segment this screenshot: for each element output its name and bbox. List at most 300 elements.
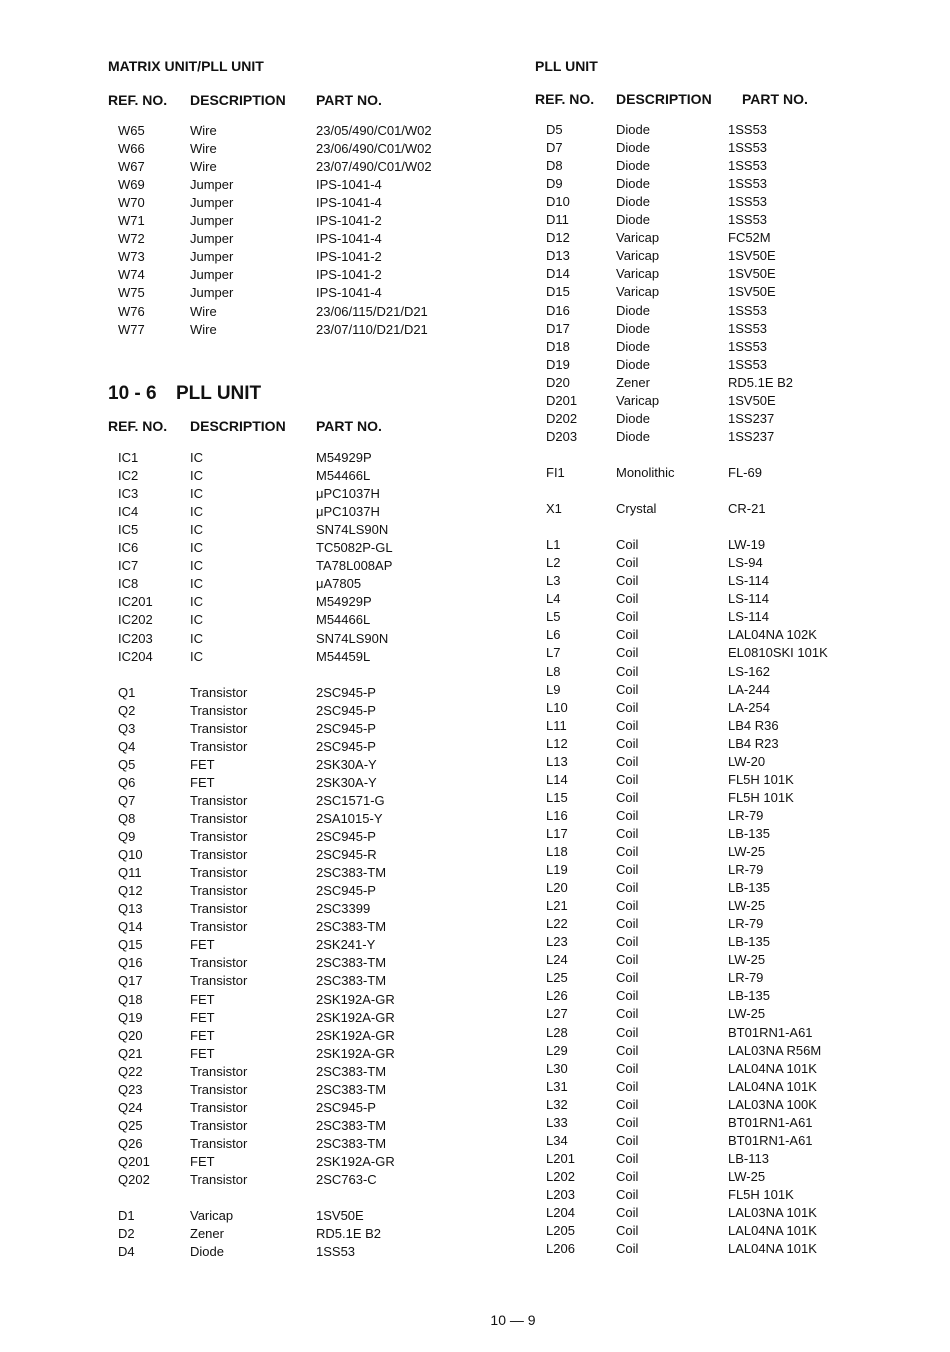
- description-cell: Zener: [616, 374, 650, 390]
- ref-no-cell: Q18: [118, 991, 143, 1007]
- description-cell: Transistor: [190, 1081, 248, 1097]
- ref-no-cell: Q19: [118, 1009, 143, 1025]
- description-cell: Coil: [616, 1060, 639, 1076]
- description-cell: Transistor: [190, 847, 248, 863]
- ref-no-cell: W65: [118, 123, 145, 138]
- ref-no-cell: D17: [546, 320, 570, 336]
- description-cell: Varicap: [616, 266, 660, 282]
- ref-no-cell: W75: [118, 285, 145, 301]
- part-no-cell: 1SV50E: [728, 284, 776, 300]
- ref-no-cell: Q11: [118, 865, 142, 881]
- ref-no-cell: Q4: [118, 738, 136, 754]
- description-cell: Diode: [616, 176, 650, 192]
- description-cell: Coil: [616, 645, 639, 661]
- ref-no-cell: L5: [546, 609, 561, 625]
- description-cell: Wire: [190, 321, 217, 337]
- part-no-cell: 23/05/490/C01/W02: [316, 123, 432, 138]
- description-cell: Transistor: [190, 738, 248, 754]
- description-cell: Transistor: [190, 684, 248, 700]
- ref-no-cell: Q10: [118, 847, 143, 863]
- part-no-cell: 2SC945-R: [316, 847, 377, 863]
- matrix-unit-title: MATRIX UNIT/PLL UNIT: [108, 58, 264, 74]
- description-cell: Coil: [616, 699, 639, 715]
- description-cell: Coil: [616, 771, 639, 787]
- part-no-cell: LB4 R36: [728, 717, 779, 733]
- part-no-cell: IPS-1041-2: [316, 213, 382, 229]
- part-no-cell: 2SK192A-GR: [316, 1045, 395, 1061]
- ref-no-cell: L19: [546, 862, 568, 878]
- ref-no-cell: D1: [118, 1208, 135, 1224]
- part-no-cell: LAL04NA 101K: [728, 1241, 817, 1257]
- part-no-cell: 1SV50E: [728, 392, 776, 408]
- part-no-cell: 2SC383-TM: [316, 919, 387, 935]
- ref-no-cell: IC201: [118, 594, 153, 610]
- part-no-cell: LW-25: [728, 1168, 766, 1184]
- ref-no-cell: L205: [546, 1223, 575, 1239]
- ref-no-cell: L13: [546, 753, 568, 769]
- description-cell: Coil: [616, 916, 639, 932]
- description-cell: FET: [190, 1009, 215, 1025]
- ref-no-cell: D203: [546, 428, 578, 444]
- ref-no-cell: W74: [118, 267, 145, 283]
- ref-no-cell: L201: [546, 1150, 575, 1166]
- description-cell: Diode: [616, 158, 650, 174]
- description-cell: Transistor: [190, 1117, 248, 1133]
- description-cell: Jumper: [190, 267, 234, 283]
- part-no-cell: 1SS53: [728, 302, 768, 318]
- description-cell: IC: [190, 576, 203, 592]
- ref-no-cell: Q9: [118, 829, 136, 845]
- part-no-cell: 1SS53: [728, 356, 768, 372]
- part-no-cell: CR-21: [728, 501, 766, 517]
- description-cell: Coil: [616, 1042, 639, 1058]
- ref-no-cell: L11: [546, 717, 567, 733]
- description-cell: Diode: [616, 122, 650, 137]
- part-no-cell: 2SC945-P: [316, 720, 376, 736]
- part-no-cell: 1SS53: [728, 122, 768, 137]
- ref-no-cell: L26: [546, 988, 568, 1004]
- ref-no-cell: L4: [546, 591, 561, 607]
- description-cell: Coil: [616, 681, 639, 697]
- description-cell: FET: [190, 774, 215, 790]
- ref-no-cell: Q17: [118, 973, 143, 989]
- part-no-cell: LB-113: [728, 1150, 769, 1166]
- part-no-cell: μPC1037H: [316, 486, 380, 502]
- description-cell: Varicap: [616, 248, 660, 264]
- ref-no-cell: D4: [118, 1244, 135, 1260]
- pll-unit-title: PLL UNIT: [535, 58, 598, 74]
- part-no-cell: FL5H 101K: [728, 771, 794, 787]
- description-cell: Jumper: [190, 213, 234, 229]
- description-cell: Coil: [616, 934, 639, 950]
- part-no-cell: TC5082P-GL: [316, 540, 393, 556]
- ref-no-cell: W76: [118, 303, 145, 319]
- part-no-cell: LAL04NA 101K: [728, 1060, 817, 1076]
- column-header-part-no: PART NO.: [316, 92, 382, 108]
- part-no-cell: 1SS53: [728, 338, 768, 354]
- description-cell: IC: [190, 630, 203, 646]
- ref-no-cell: L33: [546, 1114, 568, 1130]
- ref-no-cell: D202: [546, 410, 578, 426]
- description-cell: Jumper: [190, 231, 234, 247]
- description-cell: Diode: [616, 410, 650, 426]
- description-cell: Coil: [616, 789, 639, 805]
- ref-no-cell: W66: [118, 141, 145, 157]
- description-cell: Varicap: [616, 230, 660, 246]
- ref-no-cell: W73: [118, 249, 145, 265]
- ref-no-cell: Q15: [118, 937, 143, 953]
- ref-no-cell: D8: [546, 158, 563, 174]
- description-cell: Coil: [616, 1241, 639, 1257]
- description-cell: Crystal: [616, 501, 657, 517]
- ref-no-cell: L17: [546, 825, 568, 841]
- description-cell: Diode: [616, 428, 650, 444]
- part-no-cell: LR-79: [728, 807, 764, 823]
- description-cell: Coil: [616, 1150, 639, 1166]
- part-no-cell: LAL03NA 101K: [728, 1205, 817, 1220]
- ref-no-cell: L3: [546, 573, 561, 589]
- part-no-cell: RD5.1E B2: [728, 374, 794, 390]
- description-cell: IC: [190, 594, 203, 610]
- description-cell: Diode: [616, 212, 650, 228]
- description-cell: Wire: [190, 303, 217, 319]
- ref-no-cell: D15: [546, 284, 570, 300]
- description-cell: Transistor: [190, 901, 248, 917]
- part-no-cell: 2SK241-Y: [316, 937, 376, 953]
- part-no-cell: LS-94: [728, 555, 763, 571]
- ref-no-cell: L25: [546, 970, 568, 986]
- ref-no-cell: W69: [118, 177, 145, 193]
- part-no-cell: LS-114: [728, 609, 769, 625]
- ref-no-cell: D18: [546, 338, 570, 354]
- ref-no-cell: D201: [546, 392, 578, 408]
- part-no-cell: 2SC945-P: [316, 883, 376, 899]
- part-no-cell: FC52M: [728, 230, 771, 246]
- ref-no-cell: L32: [546, 1096, 568, 1112]
- ref-no-cell: IC4: [118, 504, 139, 520]
- ref-no-cell: Q6: [118, 774, 136, 790]
- part-no-cell: LB4 R23: [728, 735, 779, 751]
- part-no-cell: LR-79: [728, 916, 764, 932]
- description-cell: IC: [190, 486, 203, 502]
- part-no-cell: 1SV50E: [728, 248, 776, 264]
- description-cell: Transistor: [190, 919, 248, 935]
- description-cell: Coil: [616, 862, 639, 878]
- part-no-cell: 2SC3399: [316, 901, 371, 917]
- ref-no-cell: IC7: [118, 558, 139, 574]
- description-cell: Diode: [616, 302, 650, 318]
- part-no-cell: SN74LS90N: [316, 630, 389, 646]
- ref-no-cell: D14: [546, 266, 570, 282]
- ref-no-cell: Q25: [118, 1117, 143, 1133]
- ref-no-cell: W71: [118, 213, 145, 229]
- description-cell: Coil: [616, 663, 639, 679]
- ref-no-cell: W67: [118, 159, 145, 175]
- description-cell: Coil: [616, 970, 639, 986]
- ref-no-cell: D9: [546, 176, 563, 192]
- ref-no-cell: D19: [546, 356, 570, 372]
- ref-no-cell: IC204: [118, 648, 153, 664]
- description-cell: Coil: [616, 898, 639, 914]
- part-no-cell: 2SK192A-GR: [316, 991, 395, 1007]
- ref-no-cell: IC202: [118, 612, 153, 628]
- description-cell: Coil: [616, 1168, 639, 1184]
- part-no-cell: M54466L: [316, 612, 371, 628]
- description-cell: Coil: [616, 555, 639, 571]
- part-no-cell: LW-25: [728, 844, 766, 859]
- ref-no-cell: W70: [118, 195, 145, 211]
- column-header-description: DESCRIPTION: [190, 418, 286, 434]
- description-cell: Transistor: [190, 883, 248, 899]
- part-no-cell: LS-114: [728, 573, 769, 589]
- description-cell: Coil: [616, 1132, 639, 1148]
- description-cell: Varicap: [616, 392, 660, 408]
- part-no-cell: 2SC383-TM: [316, 973, 387, 989]
- ref-no-cell: Q16: [118, 955, 143, 971]
- description-cell: Jumper: [190, 249, 234, 265]
- description-cell: Coil: [616, 735, 639, 751]
- ref-no-cell: L28: [546, 1024, 568, 1040]
- ref-no-cell: D16: [546, 302, 570, 318]
- ref-no-cell: Q23: [118, 1081, 143, 1097]
- part-no-cell: IPS-1041-4: [316, 285, 382, 301]
- description-cell: Coil: [616, 844, 639, 859]
- part-no-cell: LR-79: [728, 970, 764, 986]
- ref-no-cell: L7: [546, 645, 561, 661]
- part-no-cell: 23/06/490/C01/W02: [316, 141, 432, 157]
- ref-no-cell: L14: [546, 771, 568, 787]
- part-no-cell: LAL03NA 100K: [728, 1096, 817, 1112]
- ref-no-cell: L24: [546, 952, 568, 968]
- part-no-cell: μPC1037H: [316, 504, 380, 520]
- part-no-cell: IPS-1041-4: [316, 231, 382, 247]
- part-no-cell: BT01RN1-A61: [728, 1024, 813, 1040]
- ref-no-cell: L10: [546, 699, 568, 715]
- ref-no-cell: Q2: [118, 702, 136, 718]
- ref-no-cell: L9: [546, 681, 561, 697]
- description-cell: IC: [190, 522, 203, 538]
- part-no-cell: 2SC383-TM: [316, 1063, 387, 1079]
- ref-no-cell: Q13: [118, 901, 143, 917]
- description-cell: Coil: [616, 753, 639, 769]
- column-header-ref-no: REF. NO.: [108, 418, 168, 434]
- column-header-ref-no: REF. NO.: [108, 92, 168, 108]
- ref-no-cell: L30: [546, 1060, 568, 1076]
- description-cell: Transistor: [190, 1099, 248, 1115]
- ref-no-cell: Q14: [118, 919, 143, 935]
- part-no-cell: 2SC945-P: [316, 1099, 376, 1115]
- description-cell: Diode: [616, 320, 650, 336]
- part-no-cell: LR-79: [728, 862, 764, 878]
- part-no-cell: FL-69: [728, 464, 762, 480]
- description-cell: Diode: [616, 338, 650, 354]
- part-no-cell: 2SC1571-G: [316, 792, 385, 808]
- part-no-cell: 2SK192A-GR: [316, 1027, 395, 1043]
- description-cell: Coil: [616, 717, 639, 733]
- description-cell: FET: [190, 1153, 215, 1169]
- description-cell: Coil: [616, 537, 639, 553]
- ref-no-cell: IC5: [118, 522, 139, 538]
- description-cell: FET: [190, 1027, 215, 1043]
- part-no-cell: 1SS53: [728, 158, 768, 174]
- description-cell: Coil: [616, 807, 639, 823]
- description-cell: FET: [190, 991, 215, 1007]
- description-cell: Varicap: [616, 284, 660, 300]
- description-cell: Monolithic: [616, 464, 675, 480]
- description-cell: Transistor: [190, 1172, 248, 1187]
- part-no-cell: FL5H 101K: [728, 1186, 794, 1202]
- description-cell: Wire: [190, 123, 217, 138]
- part-no-cell: LW-25: [728, 898, 766, 914]
- page-number: 10 — 9: [490, 1312, 536, 1328]
- part-no-cell: M54459L: [316, 648, 371, 664]
- ref-no-cell: D12: [546, 230, 570, 246]
- ref-no-cell: Q202: [118, 1172, 150, 1187]
- description-cell: Coil: [616, 1078, 639, 1094]
- column-header-description: DESCRIPTION: [190, 92, 286, 108]
- description-cell: Diode: [616, 194, 650, 210]
- column-header-ref-no: REF. NO.: [535, 91, 595, 107]
- part-no-cell: 1SV50E: [728, 266, 776, 282]
- part-no-cell: BT01RN1-A61: [728, 1114, 813, 1130]
- description-cell: Coil: [616, 988, 639, 1004]
- ref-no-cell: IC1: [118, 450, 139, 465]
- ref-no-cell: D7: [546, 140, 563, 156]
- column-header-part-no: PART NO.: [742, 91, 808, 107]
- description-cell: Diode: [616, 140, 650, 156]
- description-cell: Diode: [616, 356, 650, 372]
- ref-no-cell: L22: [546, 916, 568, 932]
- ref-no-cell: L15: [546, 789, 568, 805]
- description-cell: FET: [190, 937, 215, 953]
- description-cell: Zener: [190, 1226, 224, 1242]
- description-cell: Coil: [616, 1205, 639, 1220]
- section-title: PLL UNIT: [176, 383, 262, 404]
- part-no-cell: 2SC383-TM: [316, 955, 387, 971]
- description-cell: Transistor: [190, 973, 248, 989]
- ref-no-cell: L204: [546, 1205, 575, 1220]
- part-no-cell: IPS-1041-2: [316, 249, 382, 265]
- ref-no-cell: L20: [546, 880, 568, 896]
- ref-no-cell: Q20: [118, 1027, 143, 1043]
- description-cell: Transistor: [190, 792, 248, 808]
- part-no-cell: 23/07/110/D21/D21: [316, 321, 428, 337]
- part-no-cell: LB-135: [728, 934, 770, 950]
- part-no-cell: 1SS53: [316, 1244, 356, 1260]
- part-no-cell: 23/07/490/C01/W02: [316, 159, 432, 175]
- ref-no-cell: W72: [118, 231, 145, 247]
- description-cell: Coil: [616, 952, 639, 968]
- description-cell: Transistor: [190, 811, 248, 826]
- part-no-cell: LA-254: [728, 699, 770, 715]
- ref-no-cell: IC3: [118, 486, 139, 502]
- description-cell: Coil: [616, 1096, 639, 1112]
- ref-no-cell: IC2: [118, 468, 139, 484]
- description-cell: Coil: [616, 627, 639, 643]
- part-no-cell: LAL04NA 101K: [728, 1078, 817, 1094]
- ref-no-cell: Q3: [118, 720, 136, 736]
- section-heading: [108, 383, 261, 405]
- part-no-cell: 2SC383-TM: [316, 865, 387, 881]
- ref-no-cell: L18: [546, 844, 568, 859]
- part-no-cell: LW-25: [728, 1006, 766, 1022]
- part-no-cell: 2SC945-P: [316, 684, 376, 700]
- ref-no-cell: D10: [546, 194, 570, 210]
- part-no-cell: LW-20: [728, 753, 766, 769]
- part-no-cell: LS-162: [728, 663, 770, 679]
- ref-no-cell: L2: [546, 555, 561, 571]
- description-cell: Transistor: [190, 829, 248, 845]
- part-no-cell: 2SC763-C: [316, 1172, 377, 1187]
- part-no-cell: 1SS237: [728, 410, 775, 426]
- ref-no-cell: D13: [546, 248, 570, 264]
- part-no-cell: IPS-1041-4: [316, 177, 382, 193]
- ref-no-cell: IC6: [118, 540, 139, 556]
- ref-no-cell: D11: [546, 212, 569, 228]
- ref-no-cell: D2: [118, 1226, 135, 1242]
- description-cell: IC: [190, 504, 203, 520]
- part-no-cell: IPS-1041-4: [316, 195, 382, 211]
- description-cell: IC: [190, 648, 203, 664]
- part-no-cell: 2SK30A-Y: [316, 774, 377, 790]
- part-no-cell: M54929P: [316, 594, 372, 610]
- description-cell: Coil: [616, 1186, 639, 1202]
- ref-no-cell: L34: [546, 1132, 568, 1148]
- part-no-cell: 2SK192A-GR: [316, 1153, 395, 1169]
- description-cell: FET: [190, 756, 215, 772]
- description-cell: Jumper: [190, 177, 234, 193]
- description-cell: Coil: [616, 591, 639, 607]
- ref-no-cell: L16: [546, 807, 568, 823]
- part-no-cell: LW-19: [728, 537, 766, 553]
- part-no-cell: 2SC383-TM: [316, 1081, 387, 1097]
- ref-no-cell: D20: [546, 374, 570, 390]
- ref-no-cell: L23: [546, 934, 568, 950]
- description-cell: Coil: [616, 1006, 639, 1022]
- section-number: 10 - 6: [108, 383, 157, 404]
- ref-no-cell: IC8: [118, 576, 139, 592]
- description-cell: IC: [190, 450, 203, 465]
- ref-no-cell: L21: [546, 898, 568, 914]
- ref-no-cell: L6: [546, 627, 561, 643]
- description-cell: Transistor: [190, 720, 248, 736]
- description-cell: IC: [190, 612, 203, 628]
- description-cell: IC: [190, 468, 203, 484]
- ref-no-cell: L203: [546, 1186, 575, 1202]
- part-no-cell: 2SC945-P: [316, 829, 376, 845]
- part-no-cell: 2SC945-P: [316, 738, 376, 754]
- part-no-cell: LA-244: [728, 681, 770, 697]
- ref-no-cell: L29: [546, 1042, 568, 1058]
- ref-no-cell: Q24: [118, 1099, 143, 1115]
- ref-no-cell: Q21: [118, 1045, 143, 1061]
- description-cell: IC: [190, 540, 203, 556]
- description-cell: FET: [190, 1045, 215, 1061]
- part-no-cell: LAL04NA 102K: [728, 627, 817, 643]
- description-cell: Diode: [190, 1244, 224, 1260]
- ref-no-cell: Q1: [118, 684, 136, 700]
- ref-no-cell: Q12: [118, 883, 143, 899]
- description-cell: Transistor: [190, 865, 248, 881]
- part-no-cell: FL5H 101K: [728, 789, 794, 805]
- description-cell: Wire: [190, 141, 217, 157]
- ref-no-cell: L206: [546, 1241, 575, 1257]
- part-no-cell: 2SA1015-Y: [316, 811, 383, 826]
- part-no-cell: 2SC945-P: [316, 702, 376, 718]
- part-no-cell: 1SS237: [728, 428, 775, 444]
- part-no-cell: 1SS53: [728, 194, 768, 210]
- ref-no-cell: L8: [546, 663, 561, 679]
